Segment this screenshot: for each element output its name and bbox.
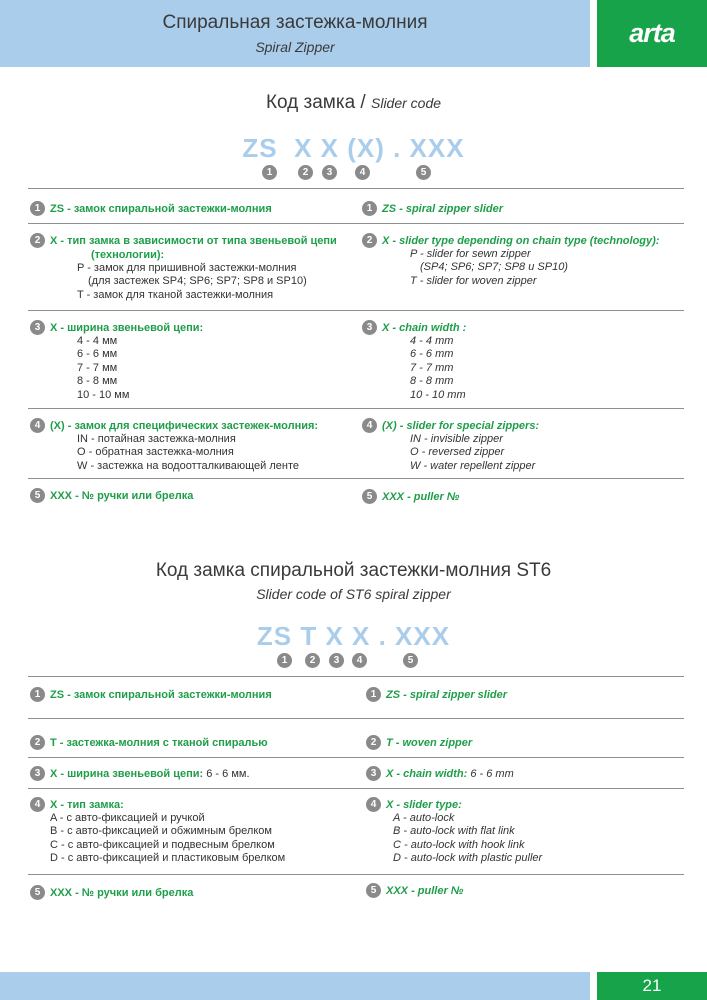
s1-item2-en-opt: (SP4; SP6; SP7; SP8 и SP10)	[420, 261, 568, 274]
s1-item2-ru-head-cont: (технологии):	[91, 249, 165, 261]
marker-2: 2	[30, 233, 45, 248]
s1-item1-en-head: ZS - spiral zipper slider	[382, 203, 504, 215]
s1-item5-en-head: XXX - puller №	[382, 491, 460, 503]
s2-item3-ru	[30, 767, 350, 781]
section2-marker-3: 3	[329, 653, 344, 668]
s2-item2-ru-head: T - застежка-молния с тканой спиралью	[50, 737, 268, 749]
marker-3: 3	[366, 766, 381, 781]
s1-item4-ru	[30, 419, 360, 473]
footer-page-box	[597, 972, 707, 1000]
divider	[28, 718, 684, 719]
s1-item2-ru-head: X - тип замка в зависимости от типа звеньевой цепи	[50, 235, 337, 247]
marker-4: 4	[30, 797, 45, 812]
marker-1: 1	[30, 687, 45, 702]
marker-5: 5	[30, 488, 45, 503]
s2-item4-en-opt: A - auto-lock	[393, 812, 455, 824]
marker-2: 2	[366, 735, 381, 750]
s2-item4-en-opt: C - auto-lock with hook link	[393, 838, 525, 851]
section1-marker-3: 3	[322, 165, 337, 180]
divider	[28, 788, 684, 789]
s1-item5-en	[362, 490, 682, 504]
s2-item4-ru-opt: B - с авто-фиксацией и обжимным брелком	[50, 825, 272, 838]
section1-marker-2: 2	[298, 165, 313, 180]
s1-item4-en-opt: O - reversed zipper	[410, 446, 505, 459]
divider	[28, 223, 684, 224]
divider	[28, 310, 684, 311]
s1-item3-en-head: X - chain width :	[382, 322, 467, 334]
header-title-ru: Спиральная застежка-молния	[162, 12, 428, 33]
marker-1: 1	[362, 201, 377, 216]
s1-item3-ru-head: X - ширина звеньевой цепи:	[50, 322, 204, 334]
s2-item5-ru	[30, 886, 350, 900]
marker-4: 4	[366, 797, 381, 812]
marker-1: 1	[30, 201, 45, 216]
divider	[28, 676, 684, 677]
s2-item2-ru	[30, 736, 350, 750]
s2-item3-en-value: 6 - 6 mm	[470, 768, 514, 780]
s2-item4-ru-opt: C - с авто-фиксацией и подвесным брелком	[50, 838, 275, 851]
s1-item3-ru	[30, 321, 350, 402]
s2-item4-ru-head: X - тип замка:	[50, 799, 124, 811]
s1-item5-ru	[30, 489, 350, 503]
section1-title	[0, 92, 707, 114]
brand-logo: arta	[629, 18, 675, 48]
marker-5: 5	[30, 885, 45, 900]
s1-item3-ru-opt: 7 - 7 мм	[77, 361, 118, 374]
section2-marker-2: 2	[305, 653, 320, 668]
s2-item5-en-head: XXX - puller №	[386, 885, 464, 897]
s1-item4-ru-opt: W - застежка на водоотталкивающей ленте	[77, 459, 299, 472]
s1-item2-en-head: X - slider type depending on chain type (technology):	[382, 235, 660, 247]
s2-item3-en	[366, 767, 686, 781]
s2-item4-en	[366, 798, 686, 866]
marker-2: 2	[362, 233, 377, 248]
marker-2: 2	[30, 735, 45, 750]
s2-item4-ru-opt: A - с авто-фиксацией и ручкой	[50, 812, 205, 824]
s1-item3-ru-opt: 6 - 6 мм	[77, 348, 118, 361]
s1-item5-ru-head: XXX - № ручки или брелка	[50, 490, 194, 502]
s1-item2-ru-opt: (для застежек SP4; SP6; SP7; SP8 и SP10)	[88, 275, 307, 288]
s1-item3-en-opt: 6 - 6 mm	[410, 348, 454, 361]
s1-item4-en-head: (X) - slider for special zippers:	[382, 420, 540, 432]
s1-item4-en-opt: W - water repellent zipper	[410, 459, 536, 472]
s1-item3-en	[362, 321, 682, 402]
s2-item4-en-opt: B - auto-lock with flat link	[393, 825, 515, 838]
s1-item4-ru-opt: IN - потайная застежка-молния	[77, 433, 236, 445]
s2-item1-ru-head: ZS - замок спиральной застежки-молния	[50, 689, 272, 701]
s1-item3-en-opt: 8 - 8 mm	[410, 375, 454, 388]
s1-item4-en-opt: IN - invisible zipper	[410, 433, 503, 445]
s1-item1-ru-head: ZS - замок спиральной застежки-молния	[50, 203, 272, 215]
section2-code: ZS T X X . XXX	[256, 621, 451, 651]
s2-item3-en-head: X - chain width:	[386, 768, 468, 780]
section1-marker-4: 4	[355, 165, 370, 180]
s1-item3-en-opt: 7 - 7 mm	[410, 361, 454, 374]
brand-logo-box	[597, 0, 707, 67]
s2-item5-ru-head: XXX - № ручки или брелка	[50, 887, 194, 899]
s2-item4-ru	[30, 798, 350, 866]
s1-item4-ru-head: (X) - замок для специфических застежек-молния:	[50, 420, 319, 432]
s2-item3-ru-head: X - ширина звеньевой цепи:	[50, 768, 204, 780]
header-band	[0, 0, 590, 67]
s2-item1-en	[366, 688, 686, 702]
s2-item2-en	[366, 736, 686, 750]
page-number: 21	[642, 976, 662, 995]
footer-band	[0, 972, 590, 1000]
s1-item4-en	[362, 419, 682, 473]
marker-4: 4	[30, 418, 45, 433]
s1-item3-en-opt: 4 - 4 mm	[410, 335, 454, 347]
s1-item1-en	[362, 202, 682, 216]
section1-marker-5: 5	[416, 165, 431, 180]
s2-item3-ru-value: 6 - 6 мм.	[206, 768, 250, 780]
section1-marker-1: 1	[262, 165, 277, 180]
s1-item3-ru-opt: 8 - 8 мм	[77, 375, 118, 388]
s1-item2-en	[362, 234, 692, 288]
s2-item4-ru-opt: D - с авто-фиксацией и пластиковым брелком	[50, 852, 286, 865]
divider	[28, 757, 684, 758]
divider	[28, 874, 684, 875]
s1-item2-en-opt: P - slider for sewn zipper	[410, 248, 531, 260]
divider	[28, 188, 684, 189]
divider	[28, 408, 684, 409]
s2-item1-en-head: ZS - spiral zipper slider	[386, 689, 508, 701]
s1-item2-ru-opt: P - замок для пришивной застежки-молния	[77, 262, 297, 274]
marker-3: 3	[30, 766, 45, 781]
marker-5: 5	[362, 489, 377, 504]
s1-item3-ru-opt: 4 - 4 мм	[77, 335, 118, 347]
section2-subtitle: Slider code of ST6 spiral zipper	[256, 586, 451, 602]
marker-3: 3	[30, 320, 45, 335]
s2-item4-en-opt: D - auto-lock with plastic puller	[393, 852, 543, 865]
s2-item2-en-head: T - woven zipper	[386, 737, 473, 749]
section2-marker-5: 5	[403, 653, 418, 668]
s1-item2-en-opt: T - slider for woven zipper	[410, 274, 537, 287]
marker-3: 3	[362, 320, 377, 335]
marker-4: 4	[362, 418, 377, 433]
s1-item1-ru	[30, 202, 350, 216]
s2-item5-en	[366, 884, 686, 898]
s2-item4-en-head: X - slider type:	[386, 799, 462, 811]
s1-item4-ru-opt: O - обратная застежка-молния	[77, 446, 234, 459]
marker-5: 5	[366, 883, 381, 898]
section1-title-en: Slider code	[371, 95, 442, 111]
s1-item2-ru-opt: T - замок для тканой застежки-молния	[77, 288, 274, 301]
section1-title-ru: Код замка /	[265, 92, 366, 113]
header-title-en: Spiral Zipper	[255, 39, 335, 55]
s1-item2-ru	[30, 234, 360, 302]
s1-item3-ru-opt: 10 - 10 мм	[77, 388, 130, 401]
divider	[28, 478, 684, 479]
section1-code: ZS X X (X) . XXX	[242, 133, 465, 163]
section2-title: Код замка спиральной застежки-молния ST6	[155, 560, 552, 581]
section2-marker-1: 1	[277, 653, 292, 668]
section2-marker-4: 4	[352, 653, 367, 668]
s2-item1-ru	[30, 688, 350, 702]
marker-1: 1	[366, 687, 381, 702]
s1-item3-en-opt: 10 - 10 mm	[410, 388, 466, 401]
